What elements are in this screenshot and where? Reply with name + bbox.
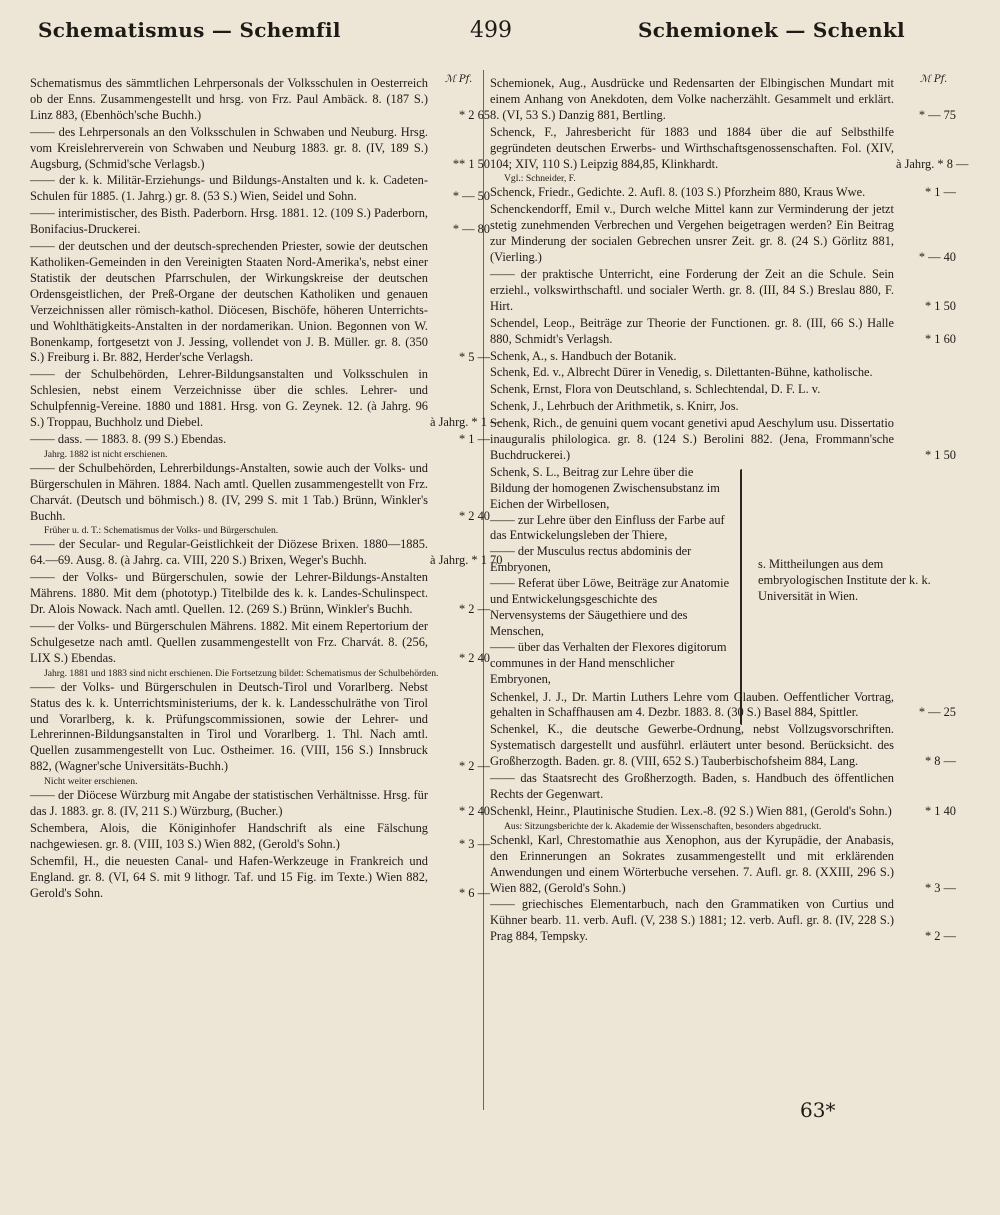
entry-text: —— der deutschen und der deutsch-sprechenden Priester, sowie der deutschen Katholiken-Gemeinden in den Vereinigten Staaten Nord-Amerika's, nebst einer Statistik der deutschen Pfarrschulen, der Wirkungskreise der deutschen Ordensgeistlichen, der Preß-Organe der deutschen Katholiken und genauen Verzeichnissen aller römisch-kathol. Diöcesen, Bischöfe, höheren Unterrichts- und Wohlthätigkeits-Anstalten in der nordamerikan. Union. Begonnen von W. Bonenkamp, fortgesetzt von J. Jessing, vollendet von J. B. Müller. gr. 8. (350 S.) Freiburg i. Br. 882, Herder'sche Verlagsh. — [30, 239, 428, 365]
entry-text: —— der Volks- und Bürgerschulen in Deutsch-Tirol und Vorarlberg. Nebst Status des k. k. Unterrichtsministeriums, der k. k. Landesschulräthe von Tirol und Vorarlberg, k. k. Prüfungscommissionen, sowie der Lehrer- und Lehrerinnen-Bildungsanstalten in Tirol und Vorarlberg. 1. Thl. Nach amtl. Quellen zusammengestellt von Luc. Ostheimer. 16. (VIII, 156 S.) Innsbruck 882, (Wagner'sche Universitäts-Buchh.) — [30, 679, 428, 774]
bibliography-entry — [490, 316, 956, 348]
bibliography-entry — [30, 619, 490, 667]
entry-text: —— der Schulbehörden, Lehrer-Bildungsanstalten und Volksschulen in Schlesien, nebst einem Verzeichnisse über die schles. Lehrer- und Schulpfennig-Vereine. 1880 und 1881. Hrsg. von G. Zeynek. 12. (à Jahrg. 96 S.) Troppau, Buchholz und Diebel. — [30, 367, 428, 430]
entry-price: à Jahrg. * 8 — — [896, 156, 969, 171]
entry-price: * 1 40 — [925, 803, 956, 818]
entry-price: à Jahrg. * 1 70 — [430, 553, 503, 568]
entry-text: Schenck, F., Jahresbericht für 1883 und 1884 über die auf Selbsthilfe gegründeten deutschen Erwerbs- und Wirthschaftsgenossenschaften. Fol. (XIV, 104; XIV, 110 S.) Leipzig 884,85, Klinkhardt. — [490, 124, 894, 171]
brace-item: —— zur Lehre über den Einfluss der Farbe auf das Entwickelungsleben der Thiere, — [490, 512, 725, 543]
entry-text: Schenk, Ernst, Flora von Deutschland, s. Schlechtendal, D. F. L. v. — [490, 382, 821, 397]
entry-note: Vgl.: Schneider, F. — [504, 173, 576, 185]
entry-note: Aus: Sitzungsberichte der k. Akademie der Wissenschaften, besonders abgedruckt. — [504, 820, 822, 832]
brace-reference: s. Mittheilungen aus dem embryologischen Institute der k. k. Universität in Wien. — [758, 556, 931, 603]
bibliography-entry — [490, 185, 956, 201]
bibliography-entry — [30, 788, 490, 820]
entry-price: * — 80 — [452, 222, 490, 237]
right-column-bottom — [490, 690, 956, 946]
bibliography-entry — [490, 202, 956, 266]
bibliography-entry — [490, 690, 956, 722]
bibliography-entry — [30, 570, 490, 618]
bibliography-entry — [490, 722, 956, 770]
entry-text: Schenck, Friedr., Gedichte. 2. Aufl. 8. (103 S.) Pforzheim 880, Kraus Wwe. — [490, 185, 866, 200]
bibliography-entry — [30, 76, 490, 124]
entry-text: Schendel, Leop., Beiträge zur Theorie der Functionen. gr. 8. (III, 66 S.) Halle 880, Schmidt's Verlagsh. — [490, 315, 894, 346]
right-column-top — [490, 76, 969, 464]
bibliography-entry — [30, 173, 490, 205]
bibliography-entry — [490, 771, 956, 803]
entry-text: Schematismus des sämmtlichen Lehrpersonals der Volksschulen in Oesterreich ob der Enns. Zusammengestellt und hrsg. von Frz. Paul Ambäck. 8. (187 S.) Linz 883, (Ebenhöch'sche Buchh.) — [30, 76, 428, 122]
entry-price: * 2 40 — [459, 650, 490, 665]
entry-text: —— der Schulbehörden, Lehrerbildungs-Anstalten, sowie auch der Volks- und Bürgerschulen in Mähren. 1884. Nach amtl. Quellen zusammengestellt von Frz. Charvát. (Deutsch und böhmisch.) 8. (IV, 299 S. mit 1 Tab.) Brünn, Winkler's Buchh. — [30, 460, 428, 523]
price-column-head-right: ℳ Pf. — [920, 74, 948, 85]
bibliography-entry — [30, 125, 490, 173]
entry-price: * 1 — — [925, 185, 956, 200]
bibliography-entry — [30, 821, 490, 853]
entry-text: —— der praktische Unterricht, eine Forderung der Zeit an die Schule. Sein erziehl., volkswirthschaftl. und socialer Werth. gr. 8. (III, 84 S.) Breslau 880, F. Hirt. — [490, 266, 894, 313]
entry-text: —— griechisches Elementarbuch, nach den Grammatiken von Curtius und Kühner bearb. 11. verb. Aufl. (V, 238 S.) 1881; 12. verb. Aufl. gr. 8. (IV, 228 S.) Prag 884, Tempsky. — [490, 897, 894, 944]
bibliography-entry — [490, 365, 956, 381]
entry-note: Nicht weiter erschienen. — [44, 776, 138, 788]
entry-text: Schenk, Ed. v., Albrecht Dürer in Venedig, s. Dilettanten-Bühne, katholische. — [490, 365, 873, 380]
signature-mark: 63* — [800, 1098, 836, 1122]
bibliography-entry — [30, 461, 490, 525]
entry-price: * 2 — — [459, 602, 490, 617]
entry-price: * — 50 — [452, 189, 490, 204]
bibliography-entry — [490, 833, 956, 897]
entry-price: * 8 — — [925, 754, 956, 769]
bibliography-entry — [490, 897, 956, 945]
entry-text: Schenkl, Heinr., Plautinische Studien. Lex.-8. (92 S.) Wien 881, (Gerold's Sohn.) — [490, 803, 892, 818]
brace-item: —— der Musculus rectus abdominis der Embryonen, — [490, 544, 692, 575]
running-head — [30, 14, 970, 54]
bibliography-entry — [490, 382, 956, 398]
entry-text: —— der Volks- und Bürgerschulen, sowie der Lehrer-Bildungs-Anstalten Mährens. 1880. Mit dem (phototyp.) Titelbilde des k. k. Landes-Schulinspect. Dr. Alois Nowack. Nach amtl. Quellen. 12. (269 S.) Brünn, Winkler's Buchh. — [30, 570, 428, 617]
bibliography-entry — [30, 239, 490, 366]
entry-price: * — 75 — [918, 107, 956, 122]
entry-text: —— der Diöcese Würzburg mit Angabe der statistischen Verhältnisse. Hrsg. für das J. 1883. gr. 8. (IV, 211 S.) Würzburg, (Bucher.) — [30, 788, 428, 819]
right-column — [490, 76, 969, 946]
entry-price: * 2 — — [925, 929, 956, 944]
entry-price: * 2 65 — [459, 107, 490, 122]
bibliography-entry — [490, 124, 969, 173]
entry-text: —— dass. — 1883. 8. (99 S.) Ebendas. — [30, 431, 227, 446]
entry-note: Früher u. d. T.: Schematismus der Volks- und Bürgerschulen. — [44, 525, 279, 537]
entry-price: * 1 60 — [925, 331, 956, 346]
entry-price: * 5 — — [459, 350, 490, 365]
brace-item: —— Referat über Löwe, Beiträge zur Anatomie und Entwickelungsgeschichte des Nervensystems der Säugethiere und des Menschen, — [490, 576, 730, 638]
entry-price: * 1 50 — [925, 447, 956, 462]
entry-price: * 2 40 — [459, 804, 490, 819]
left-column — [30, 76, 503, 903]
curly-brace — [740, 469, 748, 725]
bibliography-entry — [30, 854, 490, 902]
page-number: 499 — [470, 18, 512, 43]
entry-price: * 1 50 — [925, 298, 956, 313]
entry-text: —— interimistischer, des Bisth. Paderborn. Hrsg. 1881. 12. (109 S.) Paderborn, Bonifacius-Druckerei. — [30, 206, 428, 237]
entry-note: Jahrg. 1882 ist nicht erschienen. — [44, 448, 168, 460]
price-column-head-left: ℳ Pf. — [445, 74, 473, 85]
entry-text: Schenk, Rich., de genuini quem vocant genetivi apud Aeschylum usu. Dissertatio inauguralis philologica. gr. 8. (124 S.) Berolini 882. (Jena, Frommann'sche Buchdruckerei.) — [490, 416, 894, 462]
running-head-left: Schematismus — Schemfil — [38, 18, 341, 42]
entry-price: * 2 40 — [459, 508, 490, 523]
running-head-right: Schemionek — Schenkl — [638, 18, 905, 42]
bibliography-entry — [490, 804, 956, 820]
brace-item: —— über das Verhalten der Flexores digitorum communes in der Hand menschlicher Embryonen, — [490, 639, 727, 686]
entry-price: * 1 — — [459, 431, 490, 446]
bibliography-entry — [30, 367, 503, 431]
entry-text: —— der k. k. Militär-Erziehungs- und Bildungs-Anstalten und k. k. Cadeten-Schulen für 1885. (1. Jahrg.) gr. 8. (53 S.) Wien, Seidel und Sohn. — [30, 173, 428, 204]
entry-text: Schembera, Alois, die Königinhofer Handschrift als eine Fälschung nachgewiesen. gr. 8. (VIII, 103 S.) Wien 882, (Gerold's Sohn.) — [30, 820, 428, 851]
entry-text: Schemfil, H., die neuesten Canal- und Hafen-Werkzeuge in Frankreich und England. gr. 8. (VI, 64 S. mit 9 lithogr. Taf. und 15 Fig. im Texte.) Wien 882, Gerold's Sohn. — [30, 853, 428, 900]
brace-group — [490, 465, 956, 688]
entry-price: * 2 — — [459, 759, 490, 774]
entry-note: Jahrg. 1881 und 1883 sind nicht erschienen. Die Fortsetzung bildet: Schematismus der Schulbehörden. — [44, 667, 439, 679]
entry-price: * 3 — — [925, 880, 956, 895]
bibliography-entry — [490, 349, 956, 365]
bibliography-entry — [490, 416, 956, 464]
entry-text: Schemionek, Aug., Ausdrücke und Redensarten der Elbingischen Mundart mit einem Anhang von Anekdoten, dem Volke nacherzählt. Gesammelt und erklärt. 8. (VI, 53 S.) Danzig 881, Bertling. — [490, 76, 894, 122]
entry-price: ** 1 50 — [452, 156, 490, 171]
brace-items — [490, 465, 735, 688]
entry-price: * 6 — — [459, 885, 490, 900]
entry-text: Schenkel, J. J., Dr. Martin Luthers Lehre vom Glauben. Oeffentlicher Vortrag, gehalten in Schaffhausen am 4. Dezbr. 1883. 8. (30 S.) Basel 884, Spittler. — [490, 689, 894, 720]
entry-text: —— der Volks- und Bürgerschulen Mährens. 1882. Mit einem Repertorium der Schulgesetze nach amtl. Quellen zusammengestellt von Frz. Charvát. 8. (256, LIX S.) Ebendas. — [30, 619, 428, 665]
entry-text: Schenkel, K., die deutsche Gewerbe-Ordnung, nebst Vollzugsvorschriften. Systematisch dargestellt und ausführl. erläutert unter besond. Berücksicht. des Großherzogth. Baden. gr. 8. (VIII, 652 S.) Tauberbischofsheim 884, Lang. — [490, 722, 894, 769]
entry-text: Schenk, J., Lehrbuch der Arithmetik, s. Knirr, Jos. — [490, 399, 739, 414]
bibliography-entry — [30, 537, 503, 569]
entry-text: Schenk, A., s. Handbuch der Botanik. — [490, 348, 677, 363]
entry-price: * — 25 — [918, 705, 956, 720]
entry-text: Schenckendorff, Emil v., Durch welche Mittel kann zur Verminderung der jetzt stetig zunehmenden Verbrechen und Vergehen beigetragen werden? Ein Beitrag zur Minderung der socialen Gebrechen unsrer Zeit. gr. 8. (24 S.) Görlitz 881, (Vierling.) — [490, 202, 894, 265]
bibliography-entry — [30, 206, 490, 238]
entry-price: * 3 — — [459, 836, 490, 851]
bibliography-entry — [30, 432, 490, 448]
entry-text: —— des Lehrpersonals an den Volksschulen in Schwaben und Neuburg. Hrsg. vom Kreislehrerverein von Schwaben und Neuburg 1883. gr. 8. (IV, 189 S.) Augsburg, (Schmid'sche Verlagsb.) — [30, 124, 428, 171]
bibliography-entry — [490, 267, 956, 315]
entry-text: Schenkl, Karl, Chrestomathie aus Xenophon, aus der Kyrupädie, der Anabasis, den Erinnerungen an Sokrates zusammengestellt und mit erklärenden Anwendungen und einem Wörterbuche versehen. 7. Aufl. gr. 8. (XXIII, 296 S.) Wien 882, (Gerold's Sohn.) — [490, 832, 894, 895]
brace-item: Schenk, S. L., Beitrag zur Lehre über die Bildung der homogenen Zwischensubstanz im Eichen der Wirbellosen, — [490, 464, 720, 511]
entry-price: * — 40 — [918, 250, 956, 265]
bibliography-entry — [490, 399, 956, 415]
entry-text: —— das Staatsrecht des Großherzogth. Baden, s. Handbuch des öffentlichen Rechts der Gegenwart. — [490, 771, 894, 801]
entry-price: à Jahrg. * 1 — — [430, 415, 503, 430]
entry-text: —— der Secular- und Regular-Geistlichkeit der Diözese Brixen. 1880—1885. 64.—69. Ausg. 8. (à Jahrg. ca. VIII, 220 S.) Brixen, Weger's Buchh. — [30, 537, 428, 568]
bibliography-entry — [490, 76, 956, 124]
bibliography-entry — [30, 680, 490, 775]
